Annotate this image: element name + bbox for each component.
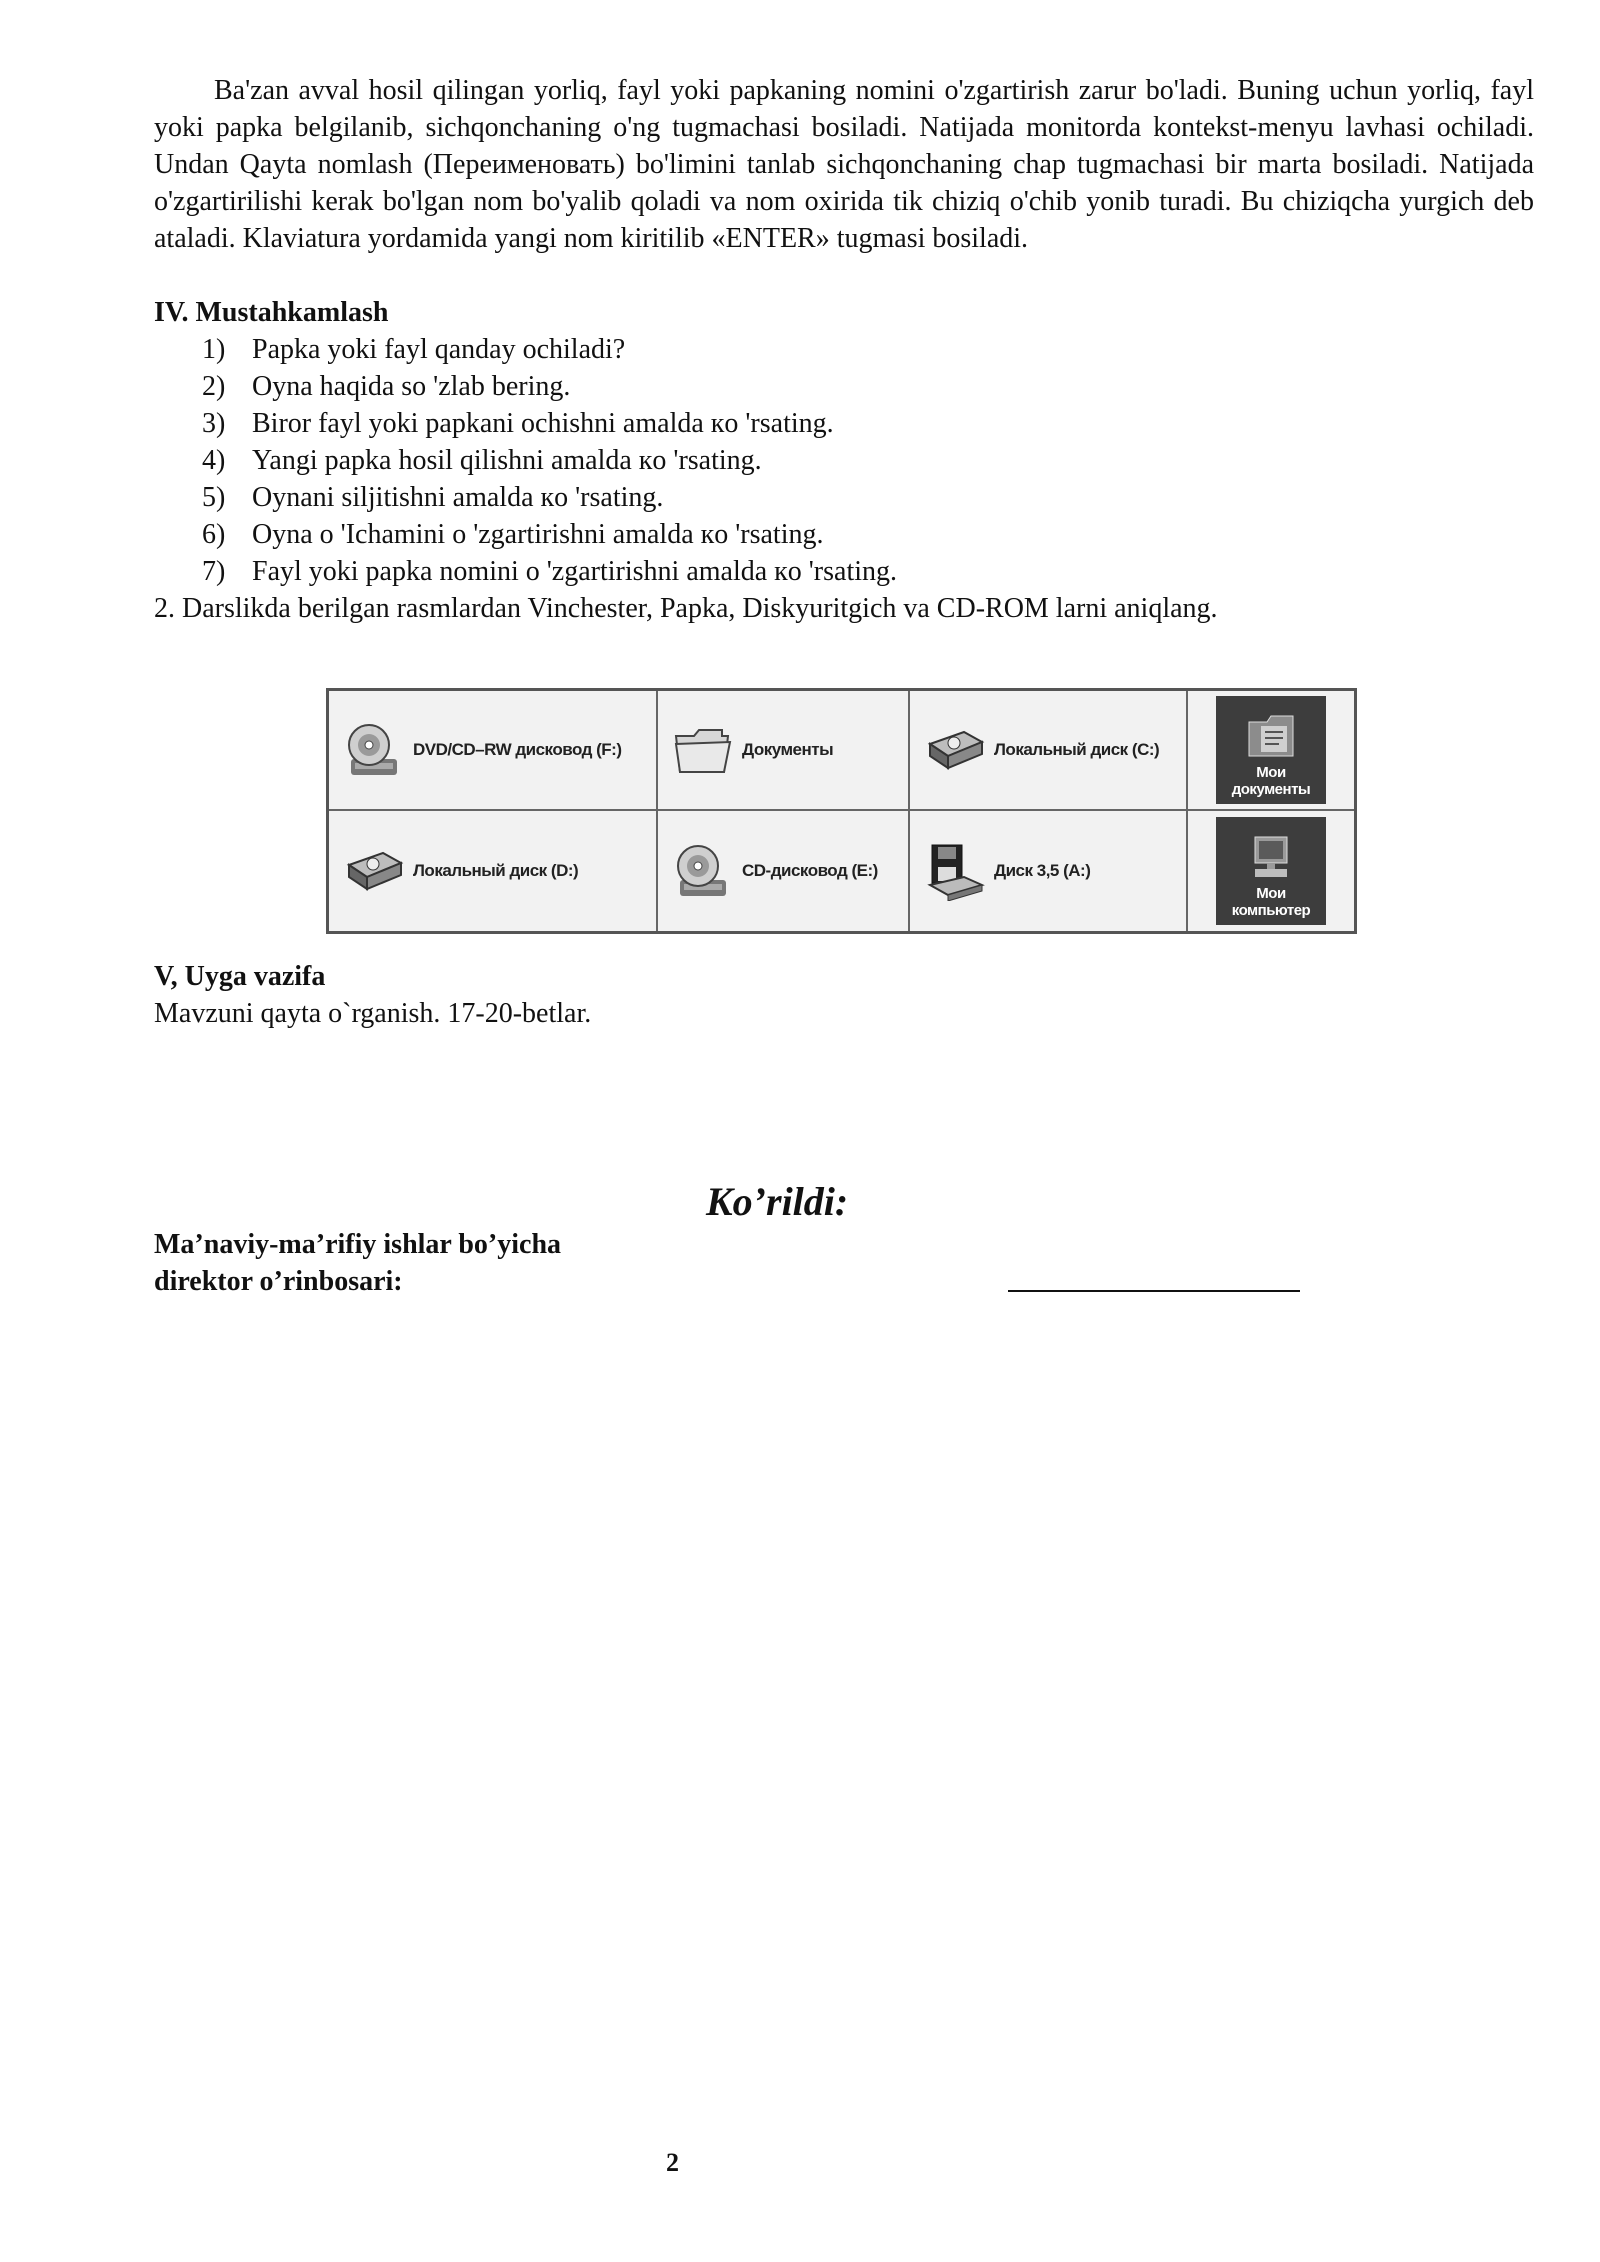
floppy-disk-icon [924,841,986,901]
list-item-text: Papka yoki fayl qanday ochiladi? [252,334,626,365]
figure-cell [1188,811,1354,931]
question-list [154,331,1534,590]
intro-paragraph: Ba'zan avval hosil qilingan yorliq, fayl yoki papkaning nomini o'zgartirish zarur bo'ladi. Buning uchun yorliq, fayl yoki papka belgilanib, sichqonchaning o'ng tugmachasi bosiladi. Natijada monitorda kontekst-menyu lavhasi ochiladi. Undan Qayta nomlash (Переименовать) bo'limini tanlab sichqonchaning chap tugmachasi bir marta bosiladi. Natijada o'zgartirilishi kerak bo'lgan nom bo'yalib qoladi va nom oxirida tik chiziq o'chib yonib turadi. Bu chiziqcha yurgich deb ataladi. Klaviatura yordamida yangi nom kiritilib «ENTER» tugmasi bosiladi. [154,75,1534,254]
role-line-2: direktor o’rinbosari: [154,1266,403,1297]
list-item-number: 2) [202,371,226,402]
document-body [154,72,1534,627]
section-5-text: Mavzuni qayta o`rganish. 17-20-betlar. [154,998,592,1029]
role-line-1: Ma’naviy-ma’rifiy ishlar bo’yicha [154,1229,562,1260]
figure-label: Локальный диск (D:) [413,861,579,880]
folder-icon [672,722,734,778]
list-item-number: 4) [202,445,226,476]
figure-label: DVD/CD–RW дисковод (F:) [413,740,622,759]
list-item-text: Yangi papka hosil qilishni amalda кo 'rsating. [252,445,762,476]
list-item [202,516,1534,553]
list-item [202,553,1534,590]
my-documents-tile [1216,696,1326,804]
seen-label: Ko’rildi: [706,1179,849,1224]
hard-disk-icon [343,843,405,899]
list-item [202,442,1534,479]
figure-label: Мои компьютер [1231,885,1311,919]
section-5-title: V, Uyga vazifa [154,961,326,992]
list-item [202,368,1534,405]
section-4-title: IV. Mustahkamlash [154,297,389,328]
figure-label: CD-дисковод (E:) [742,861,878,880]
list-item-text: Fayl yoki papka nomini o 'zgartirishni amalda кo 'rsating. [252,556,898,587]
figure-cell [658,691,910,811]
list-item-text: Biror fayl yoki papkani ochishni amalda кo 'rsating. [252,408,834,439]
list-item-text: Oyna o 'Ichamini o 'zgartirishni amalda кo 'rsating. [252,519,824,550]
figure-label: Локальный диск (C:) [994,740,1160,759]
section-5 [154,958,591,1032]
hard-disk-icon [924,722,986,778]
cd-drive-icon [672,840,734,902]
my-computer-tile [1216,817,1326,925]
list-item-number: 1) [202,334,226,365]
list-item-number: 6) [202,519,226,550]
figure-cell [910,691,1188,811]
list-item [202,405,1534,442]
list-item-text: Oyna haqida so 'zlab bering. [252,371,571,402]
drives-figure [326,688,1357,934]
list-item-number: 3) [202,408,226,439]
list-item-number: 5) [202,482,226,513]
task-2-text: 2. Darslikda berilgan rasmlardan Vinchester, Papka, Diskyuritgich va CD-ROM larni aniqlang. [154,593,1218,624]
my-documents-icon [1241,712,1301,760]
figure-label: Документы [742,740,834,759]
list-item-number: 7) [202,556,226,587]
signature-line [1008,1290,1300,1292]
figure-label: Диск 3,5 (A:) [994,861,1091,880]
figure-cell [1188,691,1354,811]
list-item [202,479,1534,516]
signatory-role [154,1226,561,1300]
figure-label: Мои документы [1231,764,1311,798]
list-item [202,331,1534,368]
figure-cell [910,811,1188,931]
page-number: 2 [666,2148,679,2177]
cd-drive-icon [343,719,405,781]
figure-cell [329,811,658,931]
list-item-text: Oynani siljitishni amalda кo 'rsating. [252,482,664,513]
figure-cell [658,811,910,931]
figure-cell [329,691,658,811]
my-computer-icon [1241,833,1301,881]
